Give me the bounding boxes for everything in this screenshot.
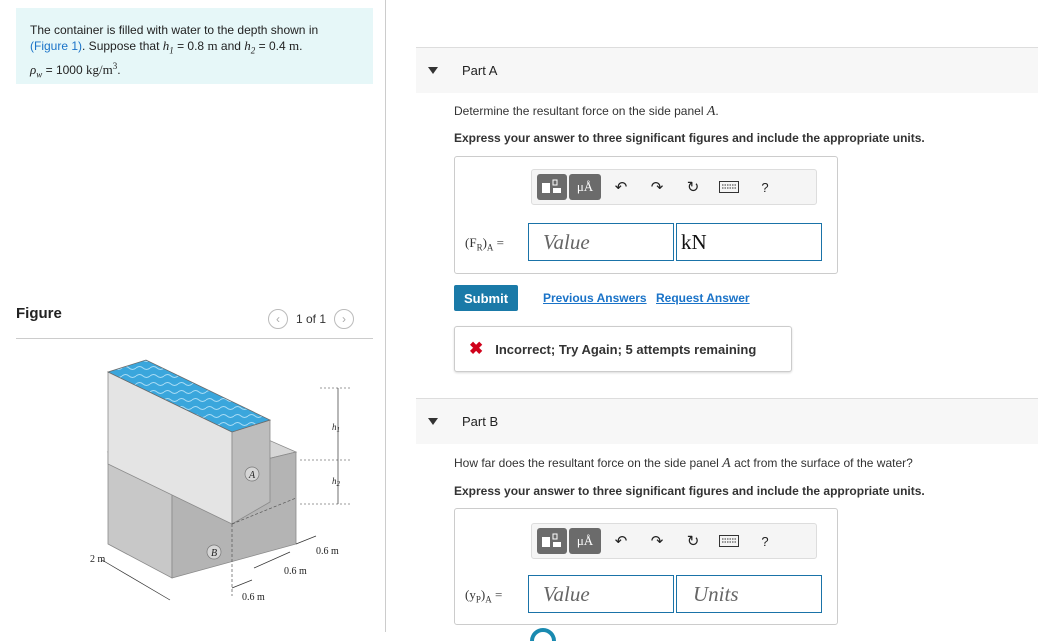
eq-b-sub2: A (485, 594, 492, 605)
part-a-value-input[interactable]: Value (528, 223, 674, 261)
eq-a-sub2: A (486, 242, 494, 253)
part-b-unit-input[interactable]: Units (676, 575, 822, 613)
h1-figure-label: $h_1$ (332, 422, 340, 434)
eq-b-rhs: ) (480, 587, 486, 602)
rho-symbol: ρ (30, 62, 37, 78)
help-icon[interactable]: ? (761, 533, 769, 549)
keyboard-icon[interactable] (711, 174, 747, 200)
panel-b-label: B (210, 548, 218, 559)
part-b-equation-label (465, 587, 502, 605)
part-a-title: Part A (462, 63, 498, 78)
part-a-prompt-text: Determine the resultant force on the side panel (454, 104, 707, 118)
part-a-answer-box (454, 156, 838, 274)
part-b-value-input[interactable]: Value (528, 575, 674, 613)
right-panel (386, 0, 1038, 641)
part-b-instruction: Express your answer to three significant figures and include the appropriate units. (454, 484, 925, 498)
eq-b-sub: P (475, 594, 481, 605)
part-b-math-toolbar (531, 523, 817, 559)
reset-icon[interactable]: ↻ (686, 533, 700, 550)
part-a-header[interactable] (416, 47, 1038, 93)
redo-icon[interactable]: ↷ (650, 179, 664, 196)
redo-icon[interactable]: ↷ (650, 533, 664, 550)
eq-b-lhs: (y (465, 587, 476, 602)
templates-icon[interactable] (537, 528, 567, 554)
panel-a-label: A (248, 470, 256, 481)
part-b-header[interactable] (416, 398, 1038, 444)
problem-intro-text: The container is filled with water to the depth shown in (30, 23, 319, 37)
dim-06-c-line (296, 536, 316, 544)
eq-b-equals: = (491, 587, 503, 602)
incorrect-x-icon: ✖ (469, 339, 484, 358)
part-a-instruction: Express your answer to three significant figures and include the appropriate units. (454, 131, 925, 145)
dim-06-a-line (232, 580, 252, 588)
problem-suppose-text: . Suppose that (82, 39, 160, 53)
figure-navigation (268, 308, 354, 330)
previous-answers-link[interactable]: Previous Answers (543, 291, 647, 305)
help-icon[interactable]: ? (761, 179, 769, 195)
period-text: . (299, 39, 303, 53)
rho-exponent: 3 (112, 61, 118, 72)
h1-symbol: h (162, 38, 170, 53)
h1-subscript: 1 (169, 45, 174, 56)
container-figure (80, 348, 370, 618)
feedback-text: Incorrect; Try Again; 5 attempts remaining (495, 341, 757, 357)
dim-06-b-label: 0.6 m (284, 566, 307, 577)
panel-a-symbol: A (706, 104, 716, 119)
collapse-triangle-icon (428, 418, 438, 425)
part-b-answer-box (454, 508, 838, 625)
h1-value: = 0.8 (173, 39, 205, 53)
request-answer-link[interactable]: Request Answer (656, 291, 750, 305)
eq-a-rhs: ) (482, 235, 487, 250)
dim-2m-label: 2 m (90, 554, 106, 565)
part-b-title: Part B (462, 414, 499, 429)
reset-icon[interactable]: ↻ (686, 179, 700, 196)
units-mu-icon[interactable]: μÅ (569, 174, 601, 200)
part-a-prompt-end: . (715, 104, 719, 118)
part-b-prompt-text: How far does the resultant force on the side panel (454, 456, 723, 470)
eq-a-lhs: (F (465, 235, 477, 250)
figure-title: Figure (16, 305, 62, 322)
h2-subscript: 2 (250, 45, 256, 56)
rho-value: = 1000 (42, 63, 83, 78)
undo-icon[interactable]: ↶ (614, 533, 628, 550)
figure-link[interactable]: (Figure 1) (30, 39, 83, 53)
chevron-right-icon[interactable]: › (334, 309, 354, 329)
loading-spinner-icon (530, 628, 556, 641)
h2-symbol: h (244, 38, 251, 53)
h1-unit: m (207, 38, 218, 53)
part-b-prompt-end: act from the surface of the water? (730, 456, 913, 470)
dim-06-a-label: 0.6 m (242, 592, 265, 603)
units-mu-icon[interactable]: μÅ (569, 528, 601, 554)
panel-a-symbol-b: A (722, 456, 731, 471)
keyboard-icon[interactable] (711, 528, 747, 554)
part-a-unit-input[interactable]: kN (676, 223, 822, 261)
submit-button[interactable]: Submit (454, 285, 518, 311)
part-a-math-toolbar (531, 169, 817, 205)
undo-icon[interactable]: ↶ (614, 179, 628, 196)
part-a-equation-label (465, 235, 504, 253)
figure-counter: 1 of 1 (296, 312, 327, 326)
chevron-left-icon[interactable]: ‹ (268, 309, 288, 329)
rho-unit: kg/m (85, 62, 113, 78)
h2-value: = 0.4 (255, 39, 286, 53)
eq-a-sub: R (476, 242, 483, 253)
problem-statement (16, 8, 373, 84)
dim-06-c-label: 0.6 m (316, 546, 339, 557)
h2-unit: m (288, 38, 300, 53)
and-text: and (217, 39, 245, 53)
collapse-triangle-icon (428, 67, 438, 74)
part-a-prompt (454, 104, 719, 120)
h2-figure-label: $h_2$ (332, 476, 340, 488)
eq-a-equals: = (493, 235, 505, 250)
templates-icon[interactable] (537, 174, 567, 200)
figure-divider (16, 338, 373, 339)
part-b-prompt (454, 456, 913, 472)
left-panel (0, 0, 386, 641)
feedback-message (454, 326, 792, 372)
rho-subscript: w (36, 69, 43, 80)
rho-end-text: . (117, 63, 121, 78)
